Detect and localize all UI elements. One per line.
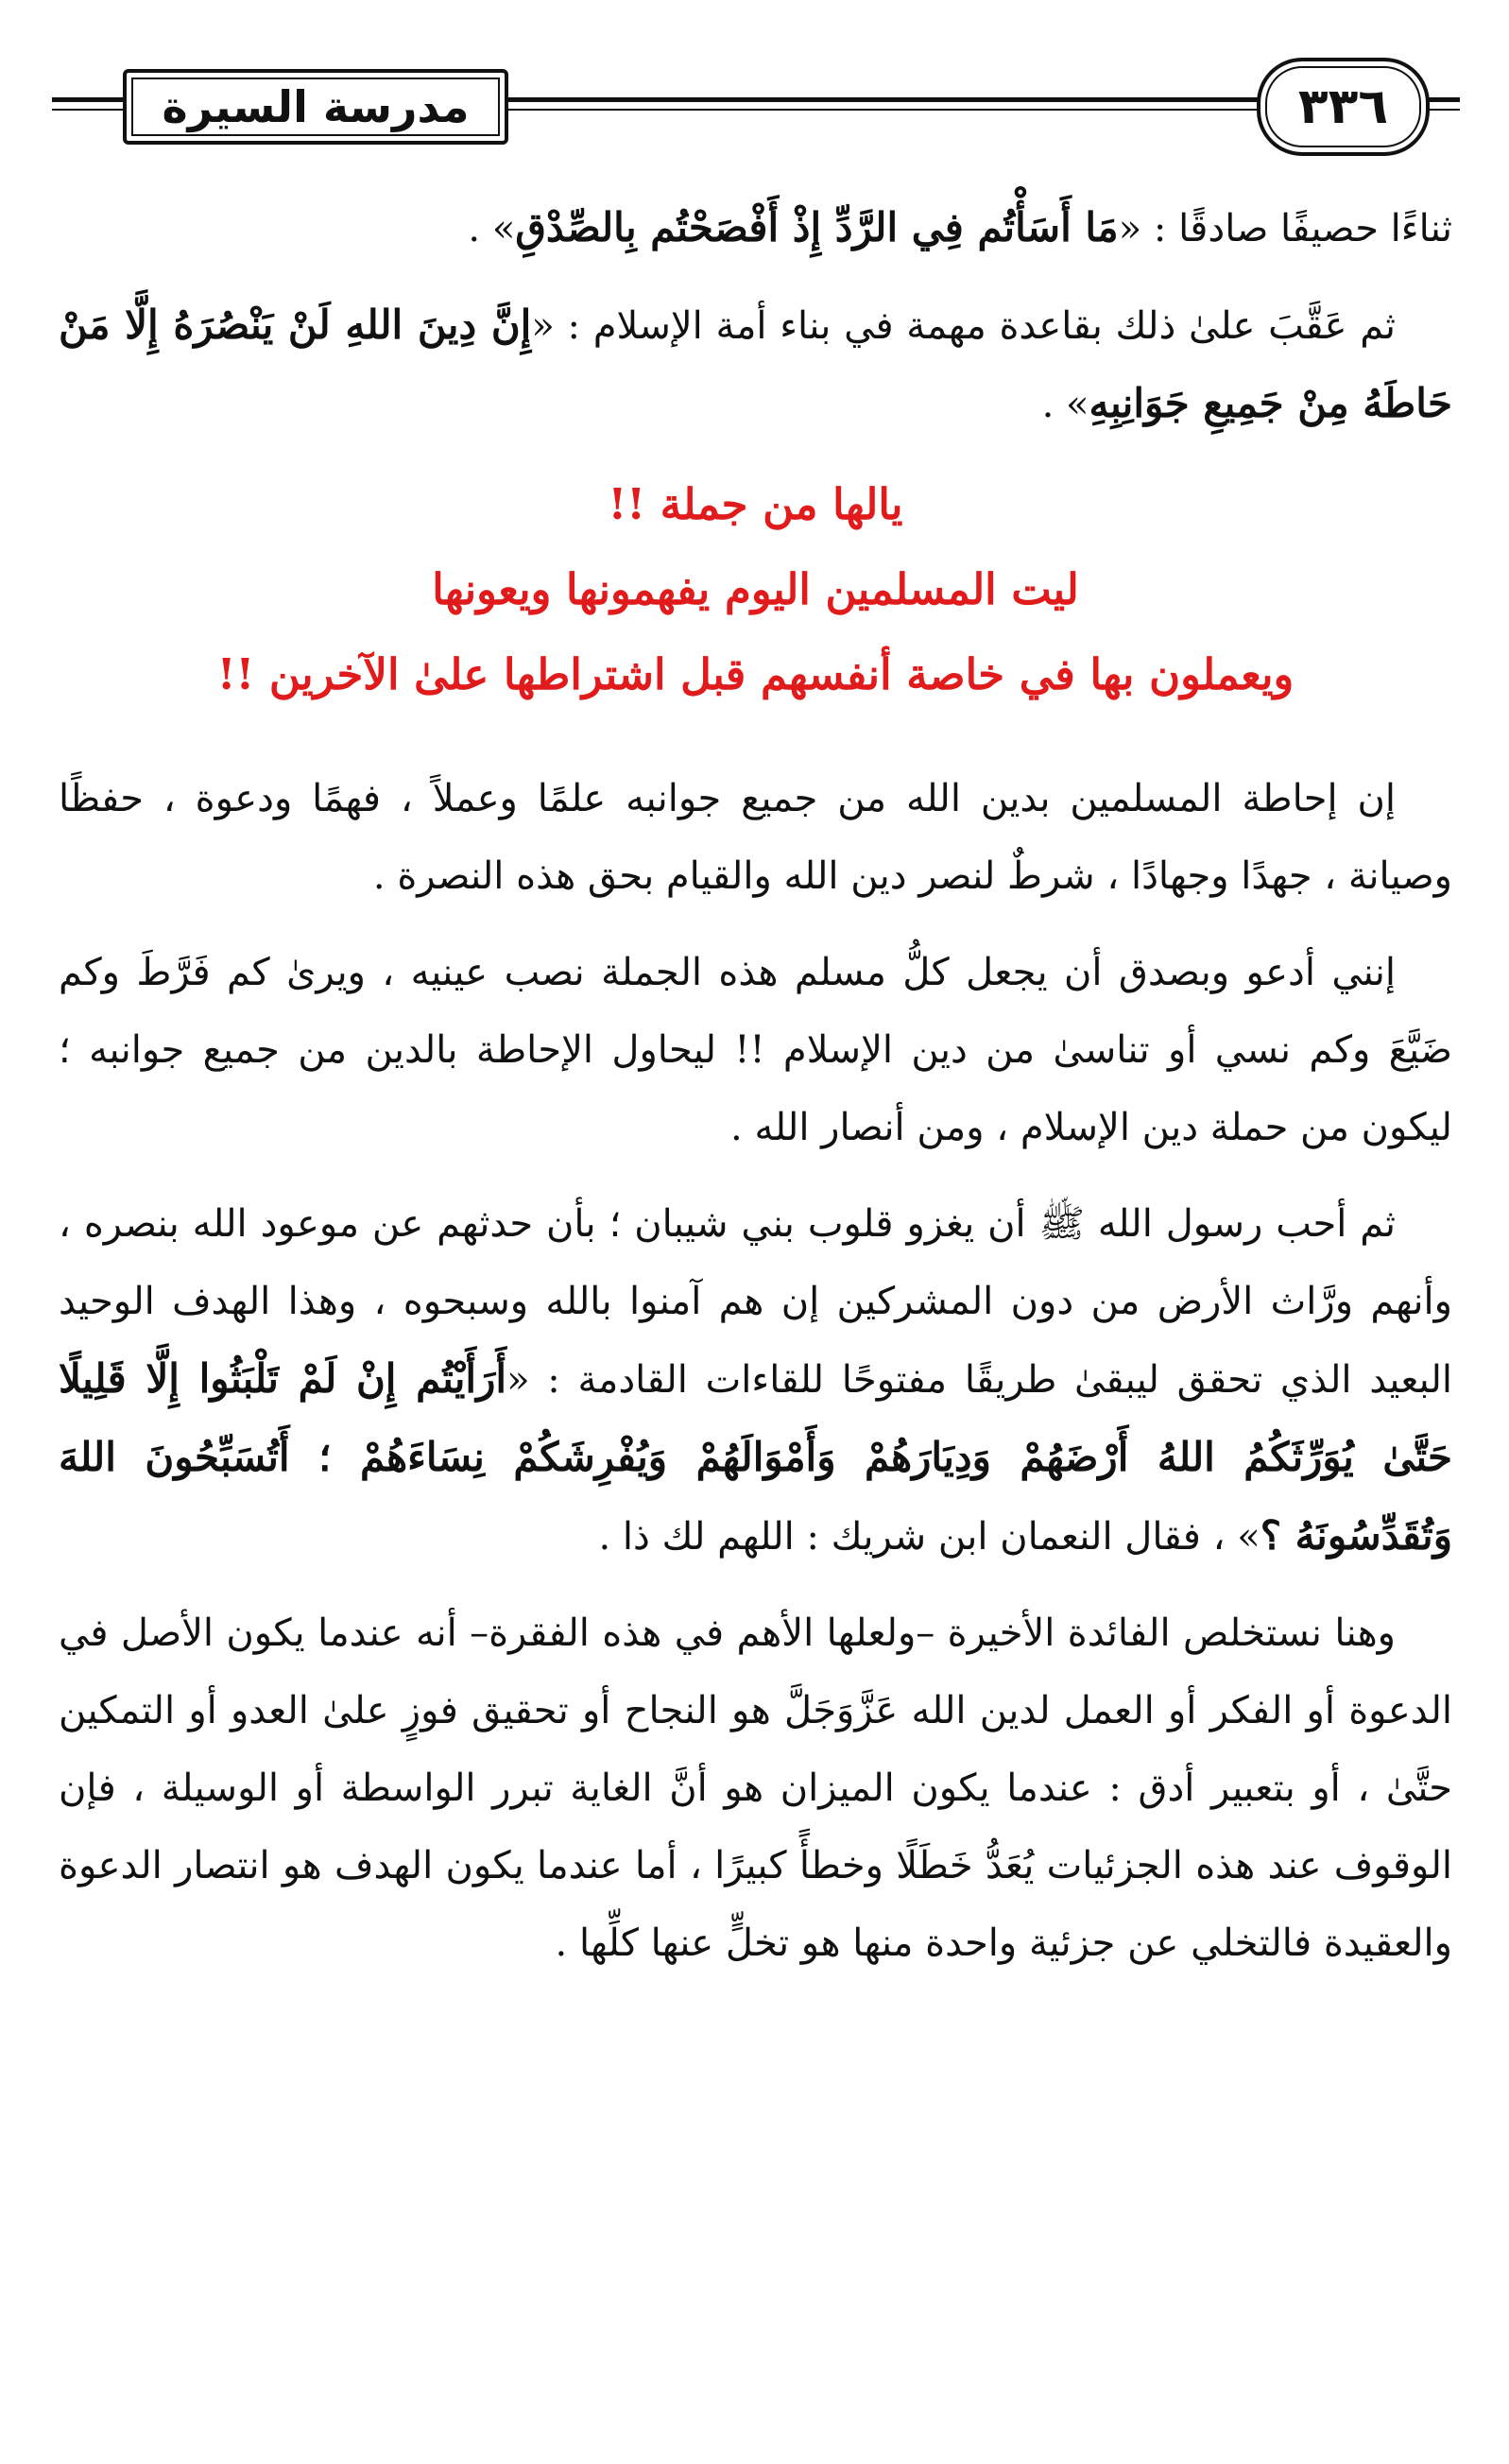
book-title-frame	[123, 69, 508, 145]
p1-text-end: » .	[468, 207, 516, 250]
p2-text: ثم عَقَّبَ علىٰ ذلك بقاعدة مهمة في بناء أمة الإسلام : «	[531, 304, 1396, 348]
paragraph-3: إن إحاطة المسلمين بدين الله من جميع جوانبه علمًا وعملاً ، فهمًا ودعوة ، حفظًا وصيانة ، جهدًا وجهادًا ، شرطٌ لنصر دين الله والقيام بحق هذه النصرة .	[59, 777, 1452, 898]
p5-text: ثم أحب رسول الله ﷺ أن يغزو قلوب بني شيبان ؛ بأن حدثهم عن موعود الله بنصره ، وأنهم ورَّاث الأرض من دون المشركين إن هم آمنوا بالله وسبحوه ، وهذا الهدف الوحيد البعيد الذي تحقق ليبقىٰ طريقًا مفتوحًا للقاءات القادمة : «	[59, 1202, 1453, 1402]
p2-quote: إِنَّ دِينَ اللهِ لَنْ يَنْصُرَهُ إِلَّا مَنْ حَاطَهُ مِنْ جَمِيعِ جَوَانِبِهِ	[59, 302, 1452, 426]
paragraph-1	[59, 189, 1452, 267]
page-number: ٣٣٦	[1297, 78, 1389, 135]
book-title: مدرسة السيرة	[162, 81, 470, 132]
page-header	[52, 43, 1460, 165]
page-number-badge	[1257, 58, 1430, 156]
p5-quote: أَرَأَيْتُم إِنْ لَمْ تَلْبَثُوا إِلَّا قَلِيلًا حَتَّىٰ يُوَرِّثَكُمُ اللهُ أَرْضَهُمْ وَدِيَارَهُمْ وَأَمْوَالَهُمْ وَيُفْرِشَكُمْ نِسَاءَهُمْ ؛ أَتُسَبِّحُونَ اللهَ وَتُقَدِّسُونَهُ ؟	[59, 1355, 1452, 1559]
p1-quote: مَا أَسَأْتُم فِي الرَّدِّ إِذْ أَفْصَحْتُم بِالصِّدْقِ	[515, 204, 1119, 250]
paragraph-2	[59, 286, 1452, 443]
p5-text-end: » ، فقال النعمان ابن شريك : اللهم لك ذا .	[598, 1515, 1260, 1559]
paragraph-5	[59, 1185, 1452, 1576]
paragraph-4: إنني أدعو وبصدق أن يجعل كلُّ مسلم هذه الجملة نصب عينيه ، ويرىٰ كم فَرَّطَ وكم ضَيَّعَ وكم نسي أو تناسىٰ من دين الإسلام !! ليحاول الإحاطة بالدين من جميع جوانبه ؛ ليكون من حملة دين الإسلام ، ومن أنصار الله .	[59, 951, 1452, 1149]
p2-text-end: » .	[1041, 383, 1089, 426]
highlight-line-3: ويعملون بها في خاصة أنفسهم قبل اشتراطها علىٰ الآخرين !!	[216, 649, 1295, 699]
paragraph-6: وهنا نستخلص الفائدة الأخيرة –ولعلها الأهم في هذه الفقرة– أنه عندما يكون الأصل في الدعوة أو الفكر أو العمل لدين الله عَزَّوَجَلَّ هو النجاح أو تحقيق فوزٍ علىٰ العدو أو التمكين حتَّىٰ ، أو بتعبير أدق : عندما يكون الميزان هو أنَّ الغاية تبرر الواسطة أو الوسيلة ، فإن الوقوف عند هذه الجزئيات يُعَدُّ خَطَلًا وخطأً كبيرًا ، أما عندما يكون الهدف هو انتصار الدعوة والعقيدة فالتخلي عن جزئية واحدة منها هو تخلٍّ عنها كلِّها .	[59, 1611, 1453, 1965]
page-body	[59, 189, 1452, 2001]
highlight-line-1: يالها من جملة !!	[608, 479, 903, 529]
highlight-block	[59, 462, 1452, 717]
highlight-line-2: ليت المسلمين اليوم يفهمونها ويعونها	[432, 564, 1079, 614]
p1-text: ثناءًا حصيفًا صادقًا : «	[1118, 207, 1452, 250]
